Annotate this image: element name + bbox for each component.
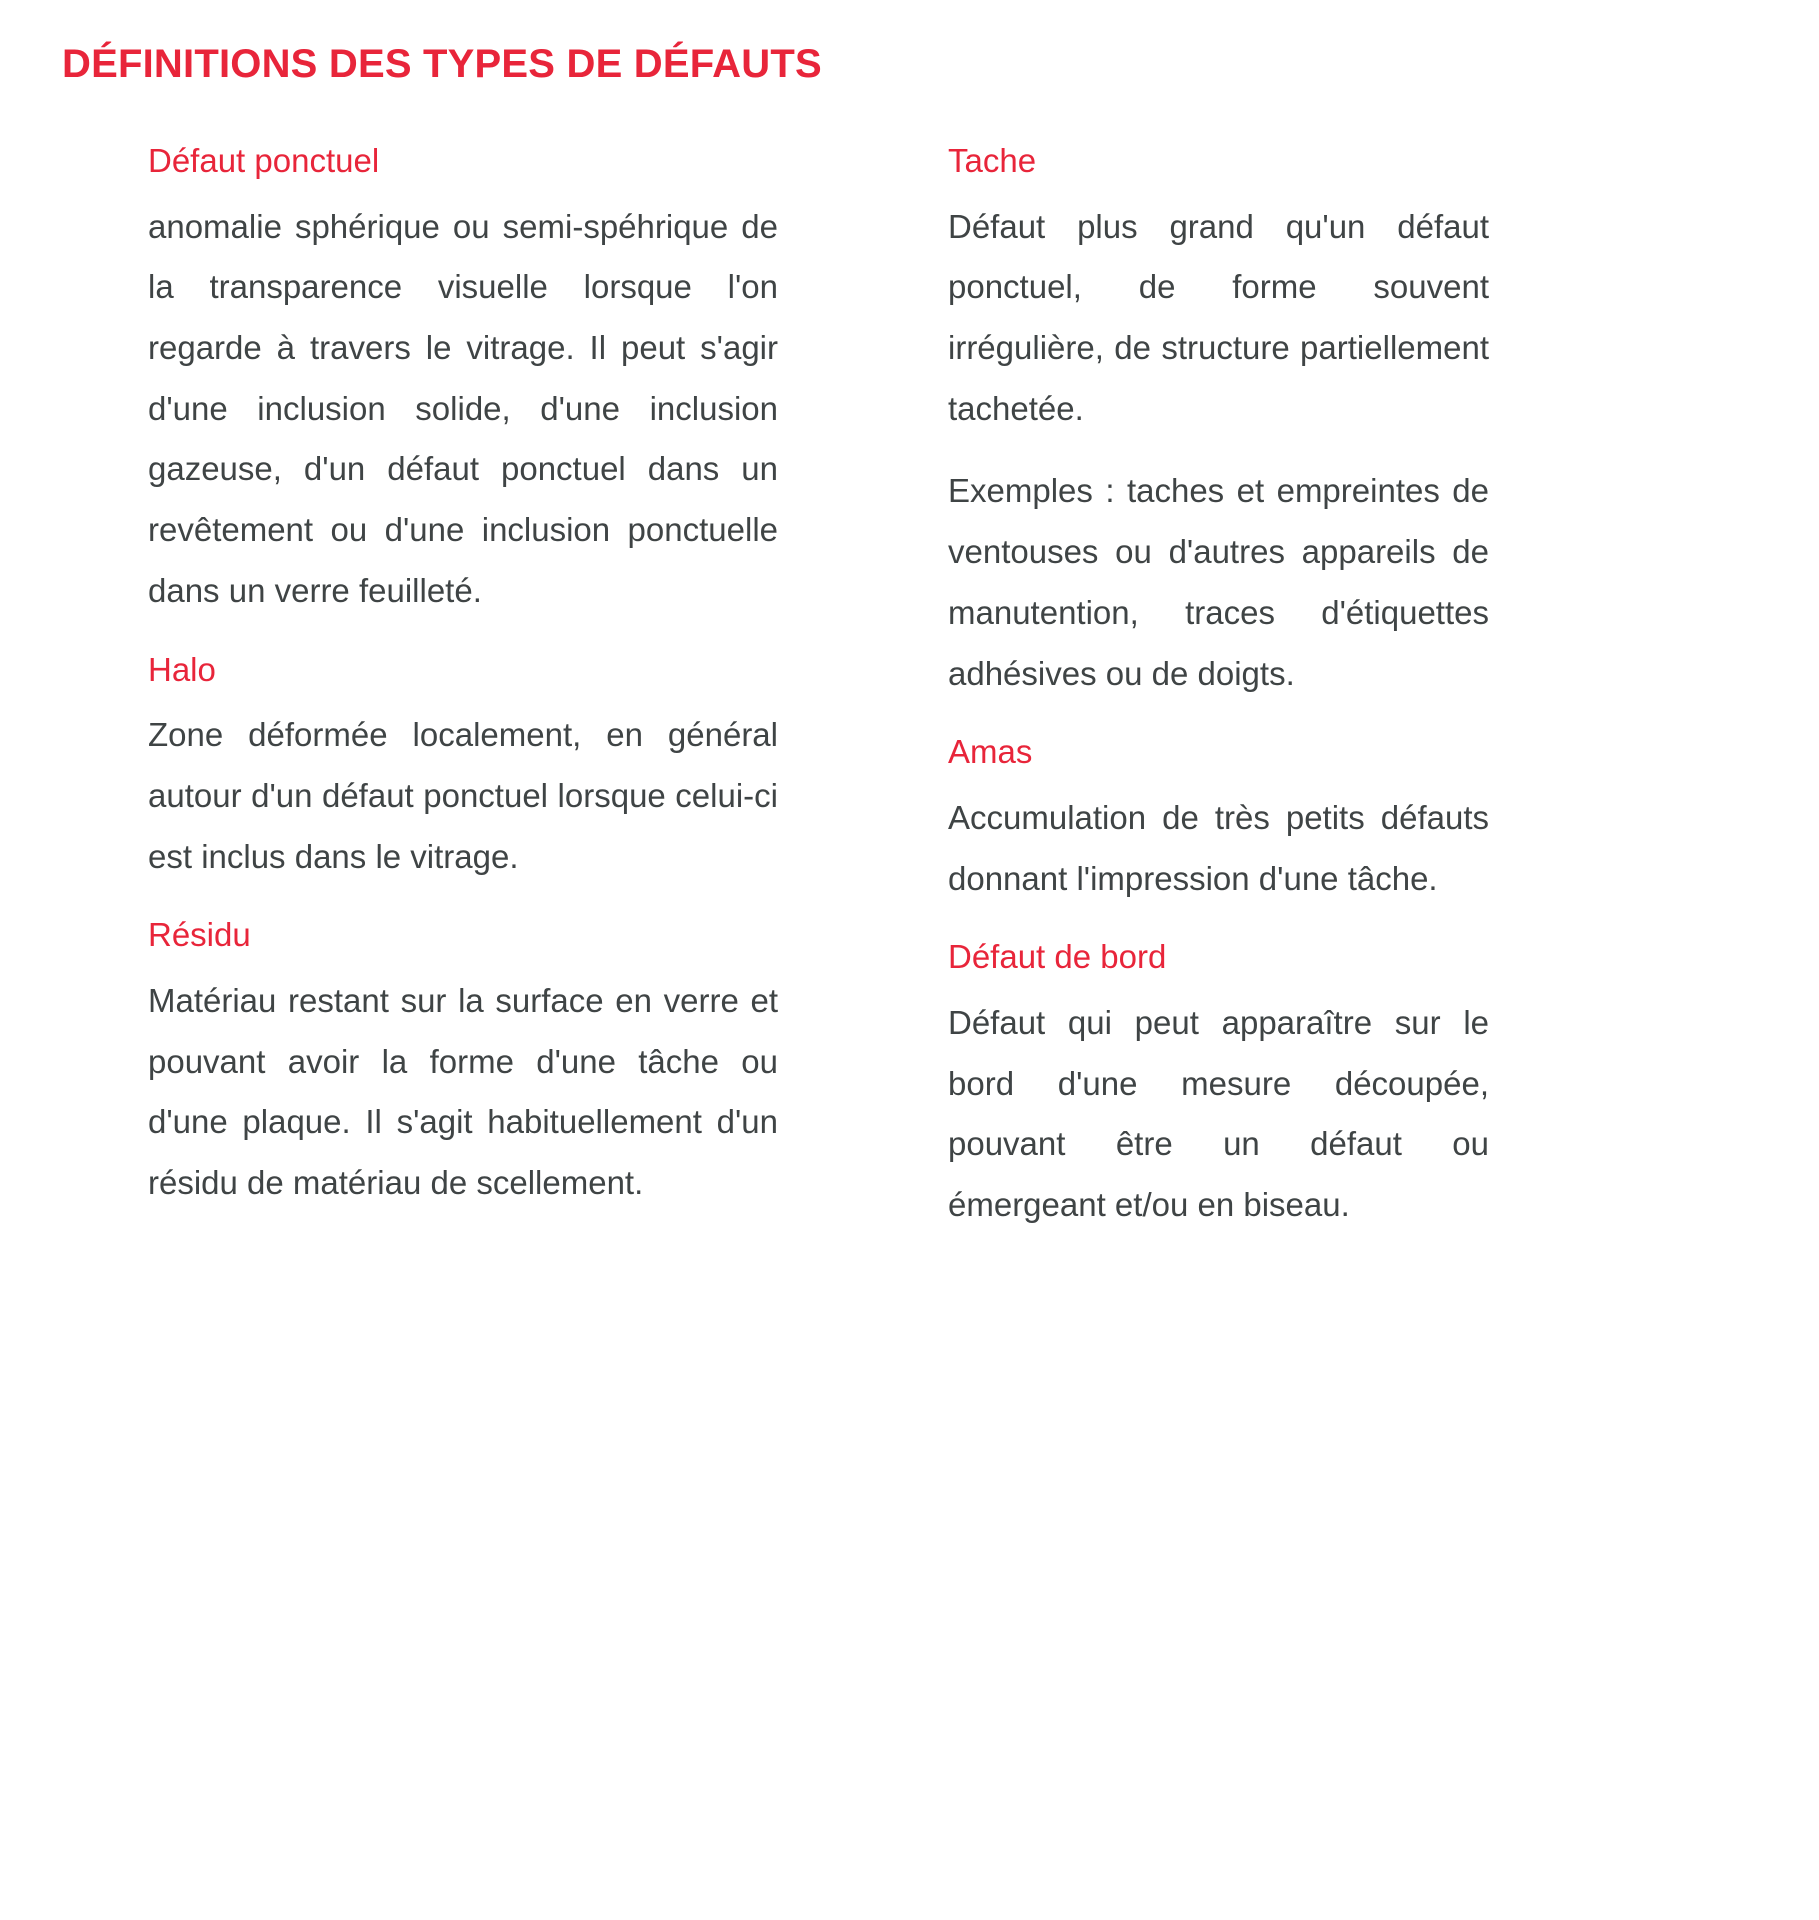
- definition-body-defaut-ponctuel: anomalie sphérique ou semi-spéhrique de la transparence visuelle lorsque l'on regarde à travers le vitrage. Il peut s'agir d'une inclusion solide, d'une inclusion gazeuse, d'un défaut ponctuel dans un revêtement ou d'une inclusion ponctuelle dans un verre feuilleté.: [148, 207, 778, 609]
- definition-heading-halo: Halo: [148, 650, 216, 688]
- definition-heading-amas: Amas: [948, 733, 1033, 771]
- definition-body-amas: Accumulation de très petits défauts donnant l'impression d'une tâche.: [948, 798, 1489, 897]
- definition-body-tache: Défaut plus grand qu'un défaut ponctuel, de forme souvent irrégulière, de structure partiellement tachetée.: [948, 207, 1489, 427]
- two-column-layout: [0, 139, 1819, 1236]
- definition-heading-residu: Résidu: [148, 916, 251, 954]
- definition-residu: [148, 913, 778, 1213]
- definition-heading-tache: Tache: [948, 142, 1037, 179]
- definition-defaut-de-bord: [948, 935, 1489, 1235]
- left-column: [0, 139, 790, 1214]
- right-column: [790, 139, 1819, 1236]
- definition-heading-defaut-de-bord: Défaut de bord: [948, 938, 1167, 976]
- definition-examples-tache: Exemples : taches et empreintes de ventouses ou d'autres appareils de manutention, traces d'étiquettes adhésives ou de doigts.: [948, 472, 1489, 692]
- definition-body-residu: Matériau restant sur la surface en verre et pouvant avoir la forme d'une tâche ou d'une plaque. Il s'agit habituellement d'un résidu de matériau de scellement.: [148, 981, 778, 1201]
- definition-heading-defaut-ponctuel: Défaut ponctuel: [148, 142, 380, 179]
- definition-amas: [948, 730, 1489, 909]
- definition-body-halo: Zone déformée localement, en général autour d'un défaut ponctuel lorsque celui-ci est inclus dans le vitrage.: [148, 716, 778, 875]
- page-title: DÉFINITIONS DES TYPES DE DÉFAUTS: [62, 42, 822, 86]
- definition-halo: [148, 648, 778, 888]
- definition-defaut-ponctuel: [148, 139, 778, 622]
- definition-body-defaut-de-bord: Défaut qui peut apparaître sur le bord d'une mesure découpée, pouvant être un défaut ou émergeant et/ou en biseau.: [948, 1003, 1489, 1223]
- definition-tache: [948, 139, 1489, 704]
